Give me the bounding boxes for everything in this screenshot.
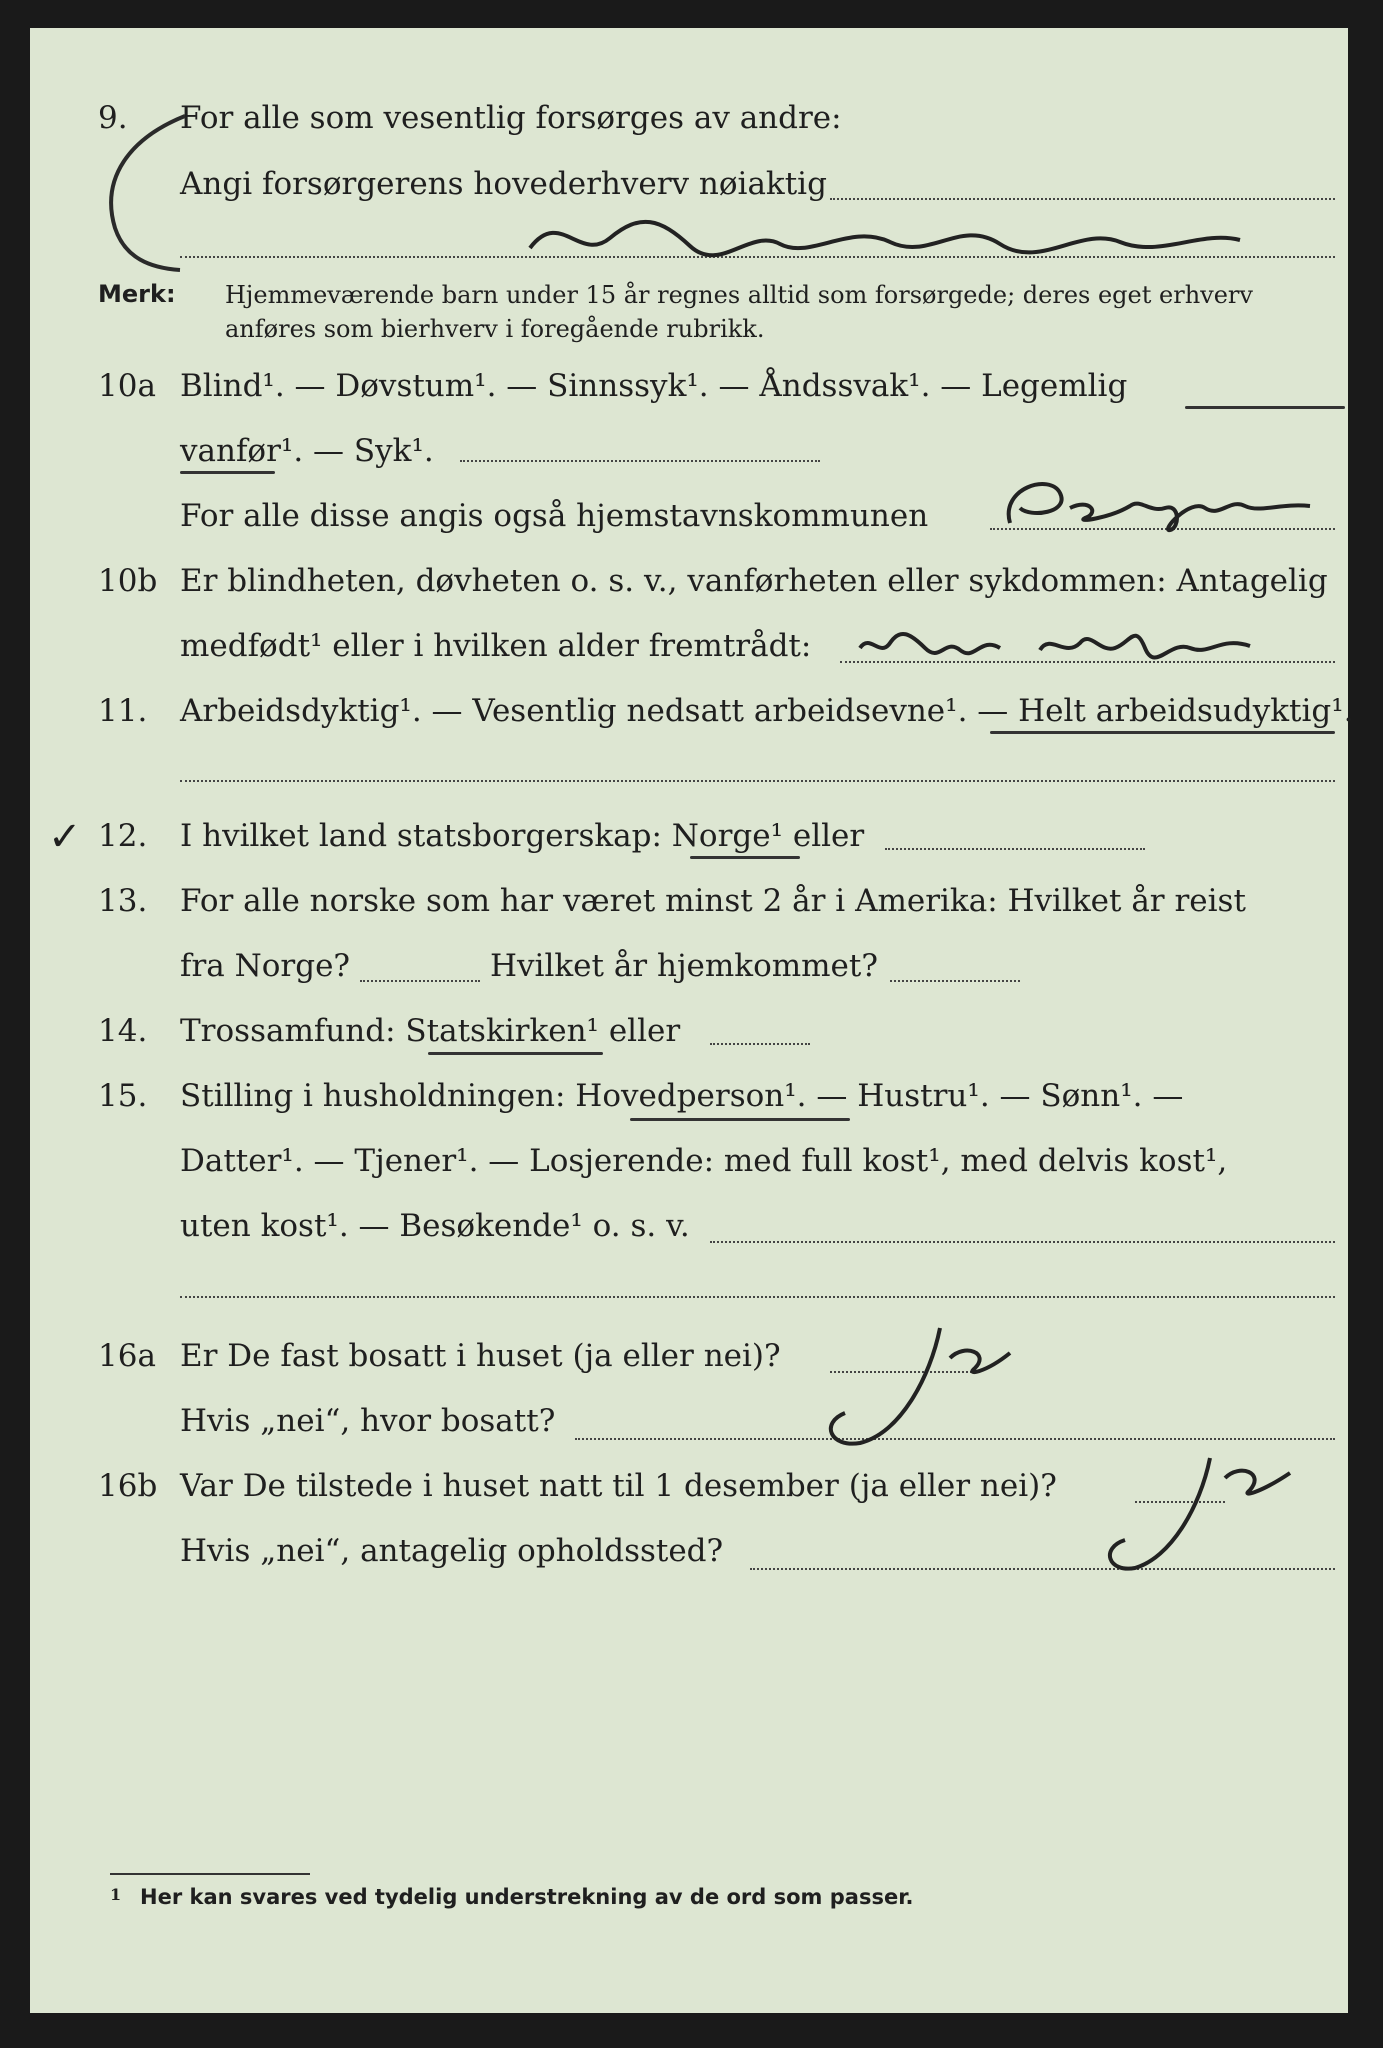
q16a-text-1: Er De fast bosatt i huset (ja eller nei)? [180,1338,781,1374]
q15-text-3: uten kost¹. — Besøkende¹ o. s. v. [180,1208,690,1244]
q10a-answer-line [460,460,820,462]
q10a-underline-legemlig [1185,406,1345,409]
q11-number: 11. [98,693,148,729]
q13-number: 13. [98,883,148,919]
q10a-line1 [30,368,1348,416]
q15-answer-line-2 [180,1296,1335,1298]
q16b-handwritten-answer [1080,1448,1320,1588]
q12-number: 12. [98,818,148,854]
q15-underline-hovedperson [630,1118,850,1121]
q9-handwritten-answer [520,208,1280,268]
footnote-text: Her kan svares ved tydelig understrekning av de ord som passer. [140,1885,914,1909]
q16b-number: 16b [98,1468,158,1504]
q10b-text-1: Er blindheten, døvheten o. s. v., vanførheten eller sykdommen: Antagelig [180,563,1328,599]
q10b-handwritten-answer [850,618,1290,668]
q11-underline-udyktig [990,731,1335,734]
merk-text-1: Hjemmeværende barn under 15 år regnes alltid som forsørgede; deres eget erhverv [225,281,1253,309]
q9-answer-text: fedrevarehandel [900,250,909,251]
q10b-number: 10b [98,563,158,599]
q12-underline-norge [690,856,800,859]
merk-text-2: anføres som bierhverv i foregående rubrikk. [225,315,765,343]
q15-number: 15. [98,1078,148,1114]
footnote-mark: 1 [110,1885,122,1904]
q10a-number: 10a [98,368,156,404]
merk-label: Merk: [98,280,176,308]
q10a-text-3: For alle disse angis også hjemstavnskommunen [180,498,929,534]
q10a-handwritten-answer [990,468,1330,538]
q9-text-1: For alle som vesentlig forsørges av andre: [180,100,842,136]
q13-hjemkommet-line [890,980,1020,982]
q12-text-1: I hvilket land statsborgerskap: Norge¹ eller [180,818,865,854]
q16a-line2 [30,1403,1348,1451]
q14-number: 14. [98,1013,148,1049]
q15-answer-line [710,1241,1335,1243]
q13-reist-line [360,980,480,982]
q10b-text-2: medfødt¹ eller i hvilken alder fremtrådt: [180,628,812,664]
q13-text-1: For alle norske som har været minst 2 år i Amerika: Hvilket år reist [180,883,1246,919]
q12-answer-line [885,848,1145,850]
q16a-handwritten-answer [790,1318,1030,1458]
q16a-line1 [30,1338,1348,1386]
q16b-text-1: Var De tilstede i huset natt til 1 desember (ja eller nei)? [180,1468,1057,1504]
q15-text-2: Datter¹. — Tjener¹. — Losjerende: med full kost¹, med delvis kost¹, [180,1143,1228,1179]
q10a-underline-vanfor [180,471,275,474]
q13-text-2a: fra Norge? [180,948,351,984]
q12-line1 [30,814,1348,866]
census-form-page [30,28,1354,2013]
q13-line1 [30,883,1348,931]
q9-bracket-stroke [90,98,410,288]
footnote-rule [110,1873,310,1875]
q15-text-1: Stilling i husholdningen: Hovedperson¹. — Hustru¹. — Sønn¹. — [180,1078,1184,1114]
q14-answer-line [710,1043,810,1045]
q14-line1 [30,1013,1348,1061]
q10a-text-2: vanfør¹. — Syk¹. [180,433,434,469]
q11-text-1: Arbeidsdyktig¹. — Vesentlig nedsatt arbeidsevne¹. — Helt arbeidsudyktig¹. [180,693,1354,729]
q16a-text-2: Hvis „nei“, hvor bosatt? [180,1403,556,1439]
q10a-text-1: Blind¹. — Døvstum¹. — Sinnssyk¹. — Åndssvak¹. — Legemlig [180,368,1128,404]
q11-answer-line [180,780,1335,782]
q9-text-2: Angi forsørgerens hovederhverv nøiaktig [180,166,827,202]
q12-check-mark: ✓ [48,814,82,860]
q9-answer-line [830,198,1335,200]
q14-underline-statskirken [428,1052,603,1055]
q15-line2 [30,1143,1348,1191]
q14-text-1: Trossamfund: Statskirken¹ eller [180,1013,681,1049]
q13-line2 [30,948,1348,996]
q16b-text-2: Hvis „nei“, antagelig opholdssted? [180,1533,724,1569]
q13-text-2b: Hvilket år hjemkommet? [490,948,878,984]
q9-number: 9. [98,100,128,136]
q10b-line1 [30,563,1348,611]
merk-text [225,278,1253,346]
q16a-number: 16a [98,1338,156,1374]
q15-line3 [30,1208,1348,1256]
